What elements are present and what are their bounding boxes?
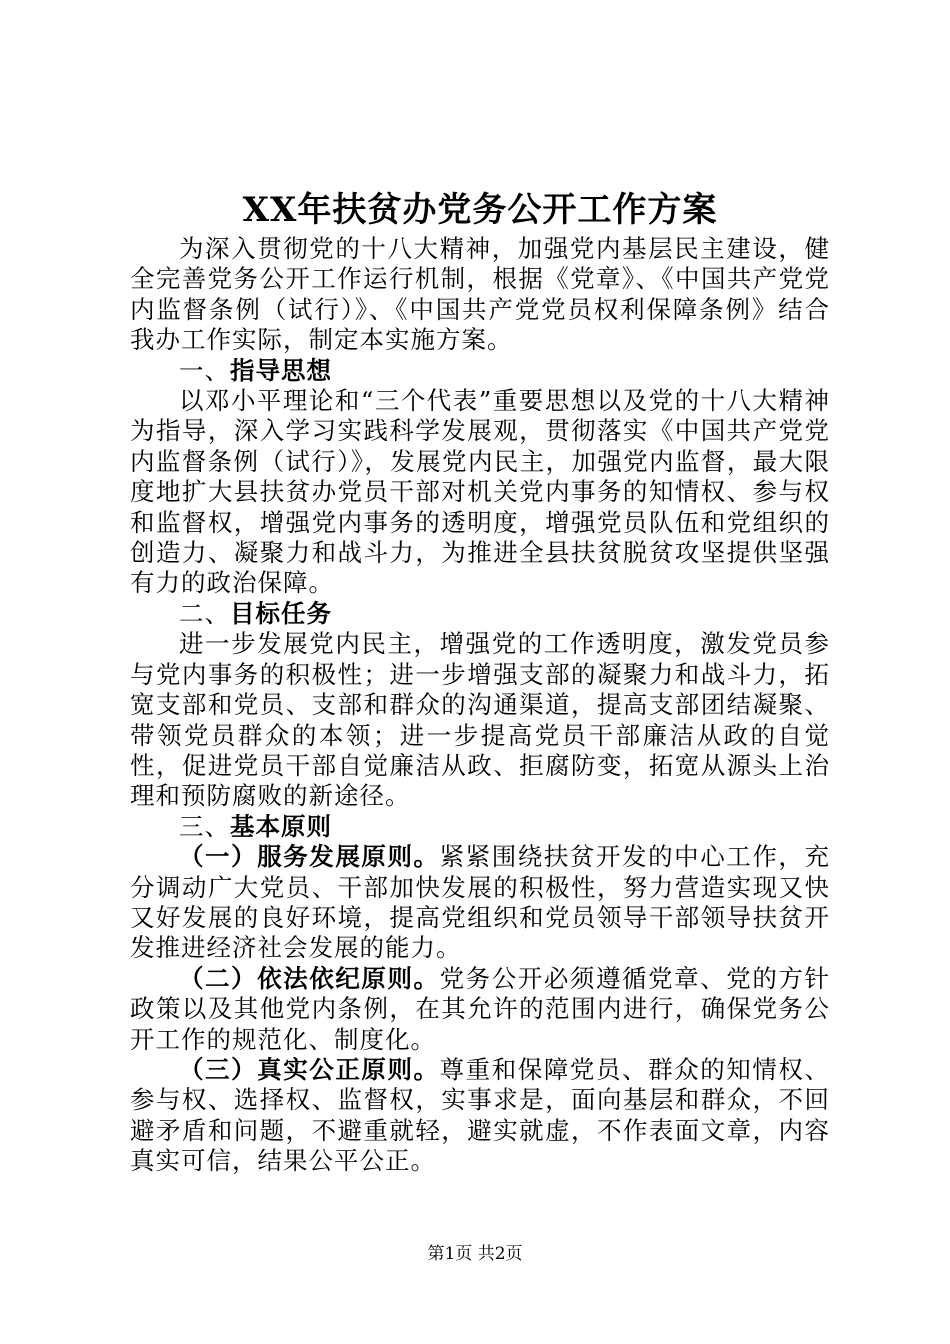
document-title: XX年扶贫办党务公开工作方案	[242, 190, 718, 230]
principle-lawful	[130, 964, 830, 1055]
section-title: 指导思想	[230, 355, 332, 385]
principle-body: 紧紧围绕扶贫开发的中心工作，充分调动广大党员、干部加快发展的积极性，努力营造实现又快又好发展的良好环境，提高党组织和党员领导干部领导扶贫开发推进经济社会发展的能力。	[130, 842, 830, 963]
section-body-goals: 进一步发展党内民主，增强党的工作透明度，激发党员参与党内事务的积极性；进一步增强支部的凝聚力和战斗力，拓宽支部和党员、支部和群众的沟通渠道，提高支部团结凝聚、带领党员群众的本领；进一步提高党员干部廉洁从政的自觉性，促进党员干部自觉廉洁从政、拒腐防变，拓宽从源头上治理和预防腐败的新途径。	[130, 629, 830, 811]
section-heading-principles	[130, 812, 830, 842]
section-heading-guiding-thought	[130, 356, 830, 386]
intro-paragraph: 为深入贯彻党的十八大精神，加强党内基层民主建设，健全完善党务公开工作运行机制，根据《党章》、《中国共产党党内监督条例（试行）》、《中国共产党党员权利保障条例》结合我办工作实际，制定本实施方案。	[130, 234, 830, 355]
principle-body: 尊重和保障党员、群众的知情权、参与权、选择权、监督权，实事求是，面向基层和群众，不回避矛盾和问题，不避重就轻，避实就虚，不作表面文章，内容真实可信，结果公平公正。	[130, 1054, 830, 1176]
section-body-guiding-thought: 以邓小平理论和“三个代表”重要思想以及党的十八大精神为指导，深入学习实践科学发展观，贯彻落实《中国共产党党内监督条例（试行）》，发展党内民主，加强党内监督，最大限度地扩大县扶贫办党员干部对机关党内事务的知情权、参与权和监督权，增强党内事务的透明度，增强党员队伍和党组织的创造力、凝聚力和战斗力，为推进全县扶贫脱贫攻坚提供坚强有力的政治保障。	[130, 386, 830, 598]
section-number: 三、	[179, 811, 230, 841]
document-page	[130, 188, 830, 1177]
section-number: 二、	[179, 598, 230, 628]
section-heading-goals	[130, 599, 830, 629]
principle-lead: （三）真实公正原则。	[179, 1054, 440, 1084]
section-title: 基本原则	[230, 811, 332, 841]
principle-lead: （一）服务发展原则。	[179, 842, 440, 872]
principle-lead: （二）依法依纪原则。	[179, 963, 440, 993]
page-footer: 第1页 共2页	[427, 1244, 523, 1264]
section-title: 目标任务	[230, 598, 332, 628]
principle-body: 党务公开必须遵循党章、党的方针政策以及其他党内条例，在其允许的范围内进行，确保党务公开工作的规范化、制度化。	[130, 963, 830, 1054]
principle-service-development	[130, 842, 830, 964]
section-number: 一、	[179, 355, 230, 385]
principle-truthful-fair	[130, 1055, 830, 1177]
